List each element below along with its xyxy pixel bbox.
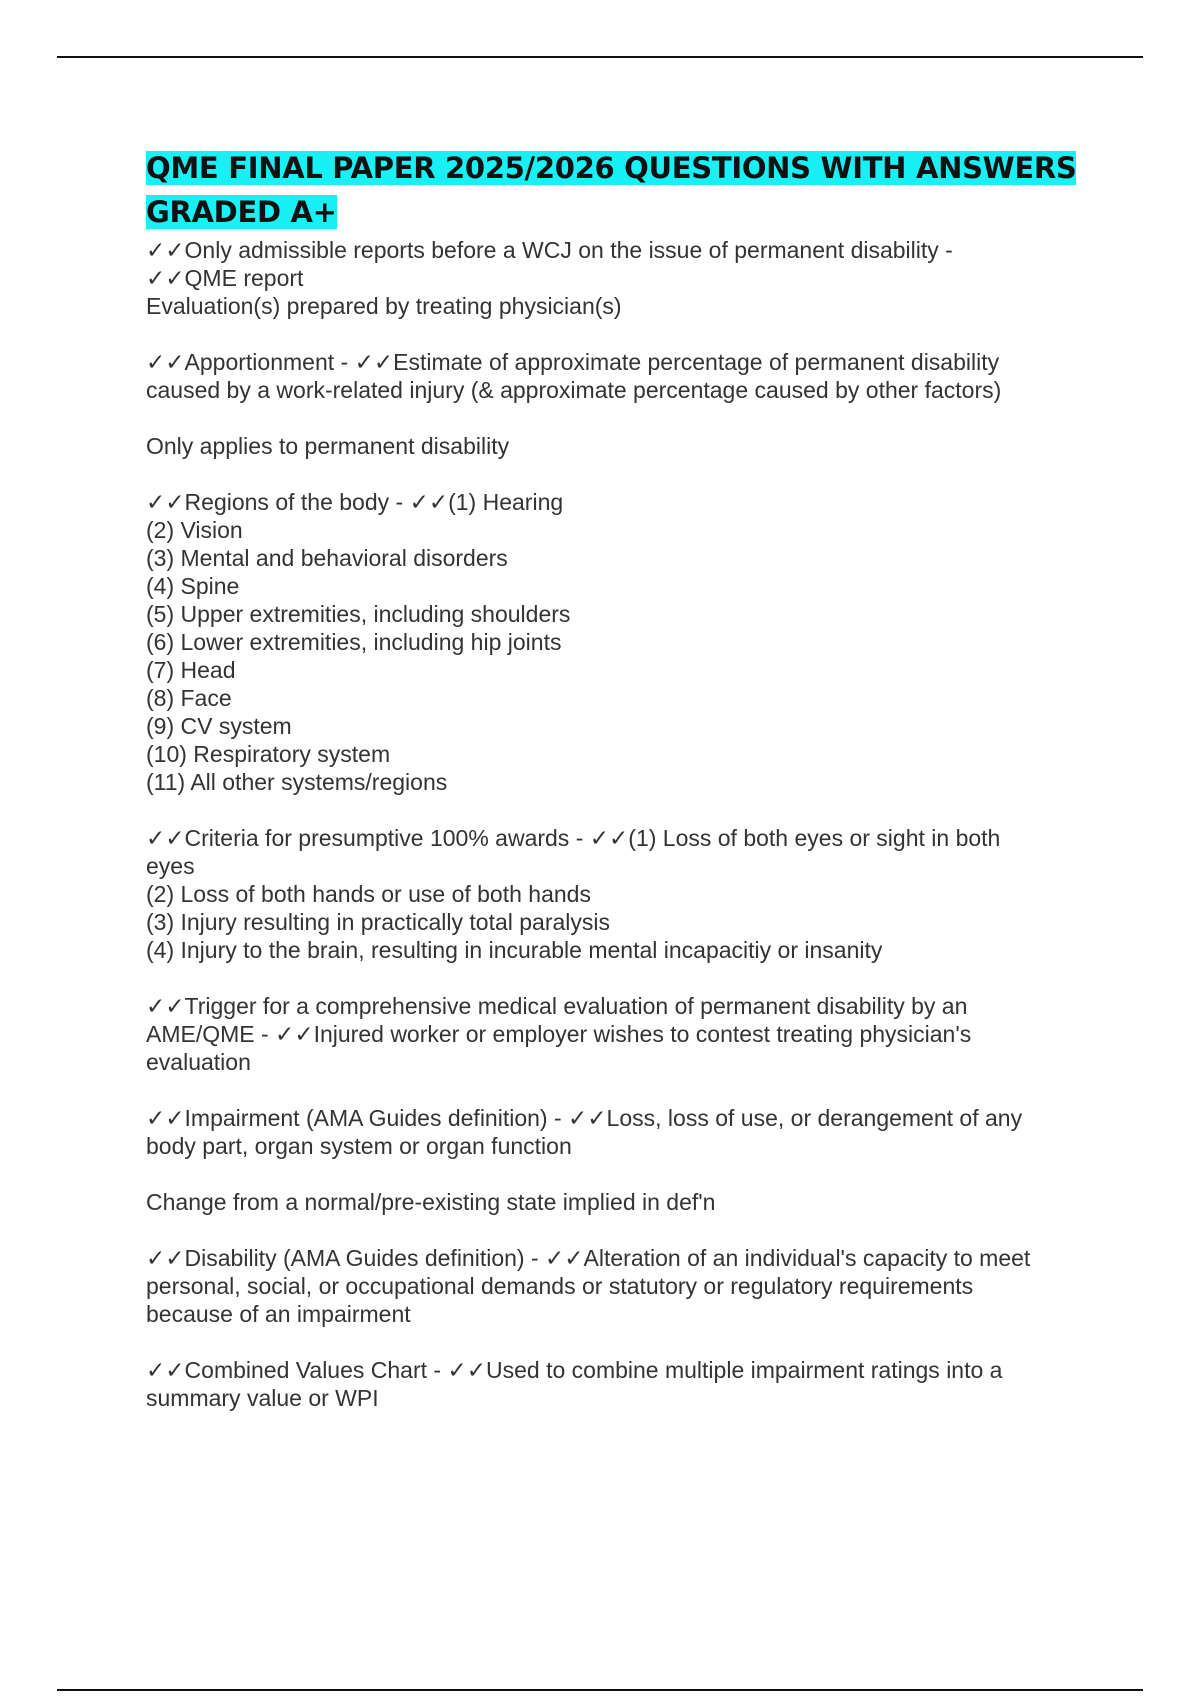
title-line-2: GRADED A+: [146, 195, 337, 229]
qa-separator: [146, 320, 1106, 348]
qa-line: (2) Loss of both hands or use of both hands: [146, 881, 591, 907]
qa-item: [146, 488, 1106, 796]
paragraph-gap: [146, 404, 1106, 432]
qa-separator: [146, 964, 1106, 992]
qa-separator: [146, 1076, 1106, 1104]
document-title: [146, 146, 1106, 234]
qa-line: ✓✓Disability (AMA Guides definition) - ✓✓Alteration of an individual's capacity to meet: [146, 1245, 1031, 1271]
qa-line: ✓✓Apportionment - ✓✓Estimate of approximate percentage of permanent disability: [146, 349, 1000, 375]
qa-line: body part, organ system or organ function: [146, 1133, 572, 1159]
qa-item: [146, 992, 1106, 1076]
qa-item: [146, 824, 1106, 964]
qa-line: (3) Mental and behavioral disorders: [146, 545, 508, 571]
qa-item: [146, 1244, 1106, 1328]
qa-line: ✓✓Regions of the body - ✓✓(1) Hearing: [146, 489, 564, 515]
qa-line: (8) Face: [146, 685, 232, 711]
paragraph-gap: [146, 1160, 1106, 1188]
title-line-1: QME FINAL PAPER 2025/2026 QUESTIONS WITH ANSWERS: [146, 151, 1077, 185]
qa-line: (10) Respiratory system: [146, 741, 391, 767]
qa-line: ✓✓Combined Values Chart - ✓✓Used to combine multiple impairment ratings into a: [146, 1357, 1003, 1383]
qa-line: AME/QME - ✓✓Injured worker or employer wishes to contest treating physician's: [146, 1021, 972, 1047]
qa-item: [146, 236, 1106, 320]
qa-separator: [146, 1328, 1106, 1356]
qa-line: Only applies to permanent disability: [146, 433, 510, 459]
footer-rule: [57, 1689, 1143, 1691]
qa-line: (9) CV system: [146, 713, 292, 739]
qa-line: (4) Injury to the brain, resulting in incurable mental incapacitiy or insanity: [146, 937, 883, 963]
qa-line: (5) Upper extremities, including shoulders: [146, 601, 571, 627]
qa-separator: [146, 1216, 1106, 1244]
qa-line: ✓✓Only admissible reports before a WCJ on the issue of permanent disability -: [146, 237, 953, 263]
qa-separator: [146, 460, 1106, 488]
qa-line: Change from a normal/pre-existing state implied in def'n: [146, 1189, 716, 1215]
qa-line: ✓✓Criteria for presumptive 100% awards - ✓✓(1) Loss of both eyes or sight in both: [146, 825, 1001, 851]
header-rule: [57, 56, 1143, 58]
qa-line: (2) Vision: [146, 517, 243, 543]
qa-item: [146, 1104, 1106, 1216]
document-body: [146, 146, 1106, 1412]
qa-line: ✓✓QME report: [146, 265, 304, 291]
qa-line: (11) All other systems/regions: [146, 769, 448, 795]
qa-line: summary value or WPI: [146, 1385, 379, 1411]
qa-separator: [146, 796, 1106, 824]
qa-line: (4) Spine: [146, 573, 240, 599]
qa-line: personal, social, or occupational demands or statutory or regulatory requirements: [146, 1273, 974, 1299]
qa-line: eyes: [146, 853, 195, 879]
qa-line: ✓✓Trigger for a comprehensive medical evaluation of permanent disability by an: [146, 993, 968, 1019]
qa-item: [146, 348, 1106, 460]
qa-line: because of an impairment: [146, 1301, 411, 1327]
qa-list: [146, 236, 1106, 1412]
qa-item: [146, 1356, 1106, 1412]
qa-line: (7) Head: [146, 657, 236, 683]
qa-line: (6) Lower extremities, including hip joints: [146, 629, 562, 655]
qa-line: Evaluation(s) prepared by treating physician(s): [146, 293, 622, 319]
qa-line: evaluation: [146, 1049, 251, 1075]
qa-line: (3) Injury resulting in practically total paralysis: [146, 909, 611, 935]
qa-line: caused by a work-related injury (& approximate percentage caused by other factors): [146, 377, 1002, 403]
qa-line: ✓✓Impairment (AMA Guides definition) - ✓✓Loss, loss of use, or derangement of any: [146, 1105, 1023, 1131]
